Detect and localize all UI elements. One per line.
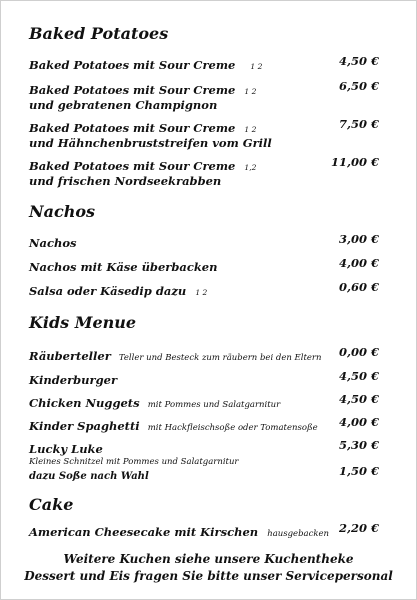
item-name: Lucky Luke <box>29 442 103 456</box>
item-description: mit Hackfleischsoße oder Tomatensoße <box>147 423 318 433</box>
item-name: Kinderburger <box>29 373 118 387</box>
menu-item-n3 <box>29 280 379 299</box>
item-price: 0,00 € <box>338 345 379 359</box>
item-name: Chicken Nuggets <box>29 396 140 410</box>
item-line2: und Hähnchenbruststreifen vom Grill <box>29 136 272 150</box>
menu-item-bp1 <box>29 54 379 73</box>
item-name: Kinder Spaghetti <box>29 419 140 433</box>
footer-line-1: Weitere Kuchen siehe unsere Kuchentheke <box>63 552 354 566</box>
menu-item-k3 <box>29 392 379 411</box>
item-price: 2,20 € <box>338 521 379 535</box>
item-name: Baked Potatoes mit Sour Creme <box>29 121 236 135</box>
item-price: 11,00 € <box>330 155 379 169</box>
section-title-cake: Cake <box>29 495 74 514</box>
item-description: Teller und Besteck zum räubern bei den Eltern <box>118 353 322 363</box>
allergen-note: 1 2 <box>250 62 263 71</box>
section-title-nachos: Nachos <box>29 202 96 221</box>
menu-item-k2 <box>29 369 379 388</box>
item-description: Kleines Schnitzel mit Pommes und Salatgarnitur <box>29 457 239 467</box>
item-price: 3,00 € <box>338 232 379 246</box>
menu-item-n1 <box>29 232 379 251</box>
item-name: Nachos <box>29 236 77 250</box>
menu-item-k5 <box>29 438 379 467</box>
menu-item-bp2 <box>29 79 379 112</box>
menu-item-k1 <box>29 345 379 364</box>
item-name: dazu Soße nach Wahl <box>29 471 149 482</box>
allergen-note: 1 2 <box>244 125 257 134</box>
item-description: hausgebacken <box>267 529 329 539</box>
item-price: 4,50 € <box>338 369 379 383</box>
menu-item-n2 <box>29 256 379 275</box>
allergen-note: 1 2 <box>195 288 208 297</box>
item-line2: und frischen Nordseekrabben <box>29 174 222 188</box>
footer-line-2: Dessert und Eis fragen Sie bitte unser Servicepersonal <box>24 569 393 583</box>
item-price: 4,00 € <box>338 256 379 270</box>
item-price: 4,00 € <box>338 415 379 429</box>
item-name: Nachos mit Käse überbacken <box>29 260 218 274</box>
item-name: Baked Potatoes mit Sour Creme <box>29 159 236 173</box>
menu-item-bp3 <box>29 117 379 150</box>
item-description: mit Pommes und Salatgarnitur <box>147 400 281 410</box>
item-price: 4,50 € <box>338 392 379 406</box>
item-price: 5,30 € <box>338 438 379 452</box>
item-price: 6,50 € <box>338 79 379 93</box>
item-price: 4,50 € <box>338 54 379 68</box>
allergen-note: 1,2 <box>244 163 257 172</box>
menu-item-k6 <box>29 464 379 483</box>
item-name: Baked Potatoes mit Sour Creme <box>29 58 236 72</box>
menu-item-c1 <box>29 521 379 540</box>
menu-item-bp4 <box>29 155 379 188</box>
item-name: Räuberteller <box>29 349 111 363</box>
item-name: Baked Potatoes mit Sour Creme <box>29 83 236 97</box>
section-title-kids-menue: Kids Menue <box>29 313 137 332</box>
item-name: Salsa oder Käsedip dazu <box>29 284 187 298</box>
item-line2: und gebratenen Champignon <box>29 98 218 112</box>
menu-item-k4 <box>29 415 379 434</box>
item-name: American Cheesecake mit Kirschen <box>29 525 259 539</box>
allergen-note: 1 2 <box>244 87 257 96</box>
item-price: 0,60 € <box>338 280 379 294</box>
item-price: 1,50 € <box>338 464 379 478</box>
section-title-baked-potatoes: Baked Potatoes <box>29 24 169 43</box>
item-price: 7,50 € <box>338 117 379 131</box>
